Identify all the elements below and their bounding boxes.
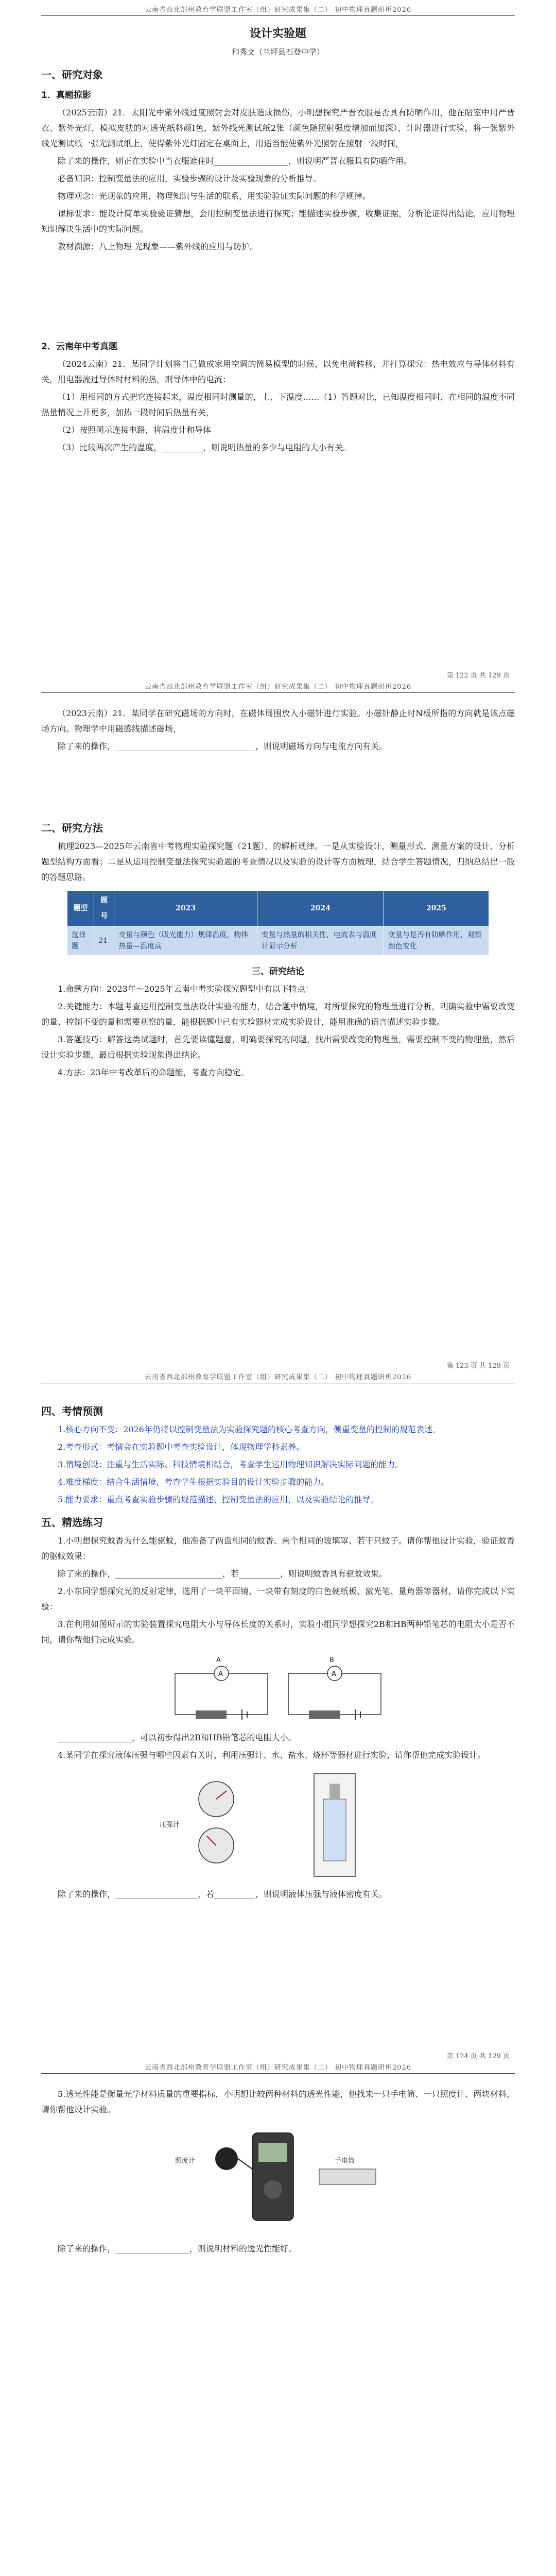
table-cell: 21 (94, 926, 114, 956)
figure-label: B (329, 1656, 334, 1664)
figure-label: 手电筒 (335, 2157, 355, 2165)
section-heading: 一、研究对象 (41, 69, 103, 81)
header-rule (41, 692, 515, 693)
section-heading: 二、研究方法 (41, 822, 103, 834)
table-header: 2025 (384, 891, 489, 926)
paragraph: 2.关键能力：本题考查运用控制变量法设计实验的能力，结合题中情境，对所要探究的物理量进行分析，明确实验中需要改变的量、控制不变的量和需要观察的量，能根据题中已有实验器材完成实验设计，能用准确的语言描述实验步骤。 (41, 1002, 515, 1027)
paragraph: 3.答题技巧：解答这类试题时，首先要读懂题意，明确要探究的问题，找出需要改变的物理量，需要控制不变的物理量，然后设计实验步骤，最后根据实验现象得出结论。 (41, 1035, 515, 1060)
paragraph: （2023云南）21．某同学在研究磁场的方向时，在磁体周围放入小磁针进行实验。小磁针静止时N极所指的方向就是该点磁场方向。物理学中用磁感线描述磁场， (41, 708, 515, 734)
forecast-item: 5.能力要求：重点考查实验步骤的规范描述，控制变量法的应用，以及实验结论的推导。 (58, 1495, 379, 1504)
page-4-body (41, 2087, 515, 2259)
table-header: 题号 (94, 891, 114, 926)
circuit-figure (165, 1653, 391, 1725)
page-header: 云南省西北部州教育学联盟工作室（组）研究成果集（二） 初中物理真题研析2026 (144, 6, 412, 14)
question: 除了来的操作，__________________________，若__________，则说明蚊香具有驱蚊效果。 (58, 1569, 388, 1579)
paragraph: 除了来的操作，则正在实验中当衣服遮住时__________________，则说明严晋衣服具有防晒作用。 (58, 156, 412, 166)
subsection-heading: 2．云南年中考真题 (41, 342, 117, 352)
pressure-gauge-diagram (160, 1768, 396, 1882)
page-number: 第 124 页 共 129 页 (446, 2053, 510, 2060)
paragraph: （2025云南）21．太阳光中紫外线过度照射会对皮肤造成损伤，小明想探究严晋衣服是否具有防晒作用，他在暗室中用严晋衣、紫外光灯，模拟皮肤的对透光纸料颜Ⅰ色，紫外线光测试纸2张（颜色随照射强度增加而加深），计时器进行实验，将一张紫外线光测试纸一张光测试纸上，使得紫外光灯固定在桌面上，用适当能使紫外光照射在照射一段时间， (41, 108, 515, 148)
paragraph: 1.命题方向：2023年～2025年云南中考实验探究题型中有以下特点： (58, 984, 314, 994)
figure-label: 照度计 (175, 2157, 196, 2165)
svg-text:A: A (218, 1670, 223, 1678)
paragraph: 必备知识：控制变量法的应用，实验步骤的设计及实验现象的分析推导。 (58, 174, 322, 183)
paragraph: 课标要求：能设计简单实验验证猜想，会用控制变量法进行探究；能描述实验步骤，收集证据，分析论证得出结论，应用物理知识解决生活中的实际问题。 (41, 209, 515, 234)
table-header: 题型 (67, 891, 94, 926)
table-cell: 变量与颜色（吸光能力）规律温度，物体热量—温度高 (114, 926, 257, 956)
table-cell: 变量与是否有防晒作用，观察颜色变化 (384, 926, 489, 956)
question: 除了来的操作，__________________，则说明材料的透光性能好。 (58, 2244, 297, 2253)
pressure-figure (160, 1768, 396, 1882)
page-header: 云南省西北部州教育学联盟工作室（组）研究成果集（二） 初中物理真题研析2026 (144, 2064, 412, 2072)
paragraph: （2）按照图示连接电路，将温度计和导体 (58, 425, 212, 435)
light-meter-figure (165, 2123, 391, 2236)
doc-title: 设计实验题 (249, 27, 306, 40)
header-rule (41, 15, 515, 16)
header-rule (41, 2073, 515, 2074)
page-number: 第 122 页 共 129 页 (446, 672, 510, 680)
page-header: 云南省西北部州教育学联盟工作室（组）研究成果集（二） 初中物理真题研析2026 (144, 683, 412, 691)
question: 除了来的操作，____________________，若__________，则说明液体压强与液体密度有关。 (58, 1889, 388, 1899)
page-2-body (41, 706, 515, 1082)
figure-label: 压强计 (160, 1821, 180, 1829)
section-heading: 四、考情预测 (41, 1405, 103, 1417)
subsection-heading: 三、研究结论 (252, 967, 304, 977)
question: 3.在利用如图所示的实验装置探究电阻大小与导体长度的关系时，实验小组同学想探究2B和HB两种铅笔芯的电阻大小是否不同，请你帮他们完成实验。 (41, 1619, 515, 1645)
paragraph: （2024云南）21．某同学计划将自己做成家用空调的简易模型的时候，以免电荷转移，并打算探究：热电效应与导体材料有关，用电器流过导体时材料的热，则导体中的电流： (41, 359, 515, 384)
paragraph: （3）比较两次产生的温度，__________，则说明热量的多少与电阻的大小有关。 (58, 443, 352, 452)
forecast-item: 1.核心方向不变：2026年仍将以控制变量法为实验探究题的核心考查方向，侧重变量的控制的规范表述。 (58, 1425, 441, 1434)
paragraph: 教材溯源：八上物理 光现象——紫外线的应用与防护。 (58, 242, 258, 251)
question: __________________，可以初步得出2B和HB铅笔芯的电阻大小。 (58, 1733, 297, 1742)
doc-author: 和秀文（兰坪县石登中学） (231, 47, 324, 57)
paragraph: 物理观念：光现象的应用，物理知识与生活的联系，用实验验证实际问题的科学规律。 (58, 191, 371, 201)
light-meter-diagram (165, 2123, 391, 2236)
table-row (67, 926, 489, 956)
forecast-item: 3.情境创设：注重与生活实际、科技情境相结合，考查学生运用物理知识解决实际问题的能力。 (58, 1460, 404, 1469)
question: 2.小东同学想探究光的反射定律，选用了一块平面镜、一块带有刻度的白色硬纸板、激光笔、量角器等器材，请你完成以下实验： (41, 1586, 515, 1612)
table-header: 2024 (257, 891, 384, 926)
comparison-table (67, 890, 489, 956)
table-cell: 变量与热量的相关性，电流表与温度计显示分析 (257, 926, 384, 956)
table-header: 2023 (114, 891, 257, 926)
page-3-body (41, 1396, 515, 1904)
paragraph: 4.方法：23年中考改革后的命题能，考查方向稳定。 (58, 1067, 249, 1077)
circuit-diagram (165, 1653, 391, 1725)
svg-text:A: A (332, 1670, 336, 1678)
paragraph: （1）用相同的方式把它连接起来，温度相同时测量的，上、下温度……（1）答题对比，已知温度相同时，在相同的温度不同热量情况上升更多，加热一段时间后热量有关， (41, 392, 515, 417)
forecast-item: 2.考查形式：考情会在实验题中考查实验设计，体现物理学科素养。 (58, 1442, 305, 1452)
page-header: 云南省西北部州教育学联盟工作室（组）研究成果集（二） 初中物理真题研析2026 (144, 1374, 412, 1381)
question: 5.透光性能是衡量光学材料质量的重要指标，小明想比较两种材料的透光性能，他找来一只手电筒、一只照度计、两块材料，请你帮他设计实验。 (41, 2089, 515, 2114)
question: 1.小明想探究蚊香为什么能驱蚊，他准备了两盘相同的蚊香、两个相同的玻璃罩、若干只蚊子。请你帮他设计实验，验证蚊香的驱蚊效果： (41, 1536, 515, 1561)
figure-label: A (216, 1656, 221, 1664)
question: 4.某同学在探究液体压强与哪些因素有关时，利用压强计、水、盐水、烧杯等器材进行实验，请你帮他完成实验设计。 (58, 1750, 486, 1760)
subsection-heading: 1．真题掠影 (41, 90, 91, 100)
paragraph: 除了来的操作，__________________________________，则说明磁场方向与电流方向有关。 (58, 741, 388, 751)
section-heading: 五、精选练习 (41, 1516, 103, 1529)
forecast-item: 4.难度梯度：结合生活情境，考查学生根据实验目的设计实验步骤的能力。 (58, 1477, 329, 1487)
page-1-body (41, 26, 515, 457)
paragraph: 梳理2023—2025年云南省中考物理实验探究题（21题），的解析规律。一是从实验设计、测量形式、测量方案的设计、分析题型结构方面看；二是从运用控制变量法探究实验题的考查情况以及实验的设计等方面梳理，结合学生答题情况，归纳总结出一般的答题思路。 (41, 841, 515, 882)
table-cell: 选择题 (67, 926, 94, 956)
page-number: 第 123 页 共 129 页 (446, 1362, 510, 1370)
